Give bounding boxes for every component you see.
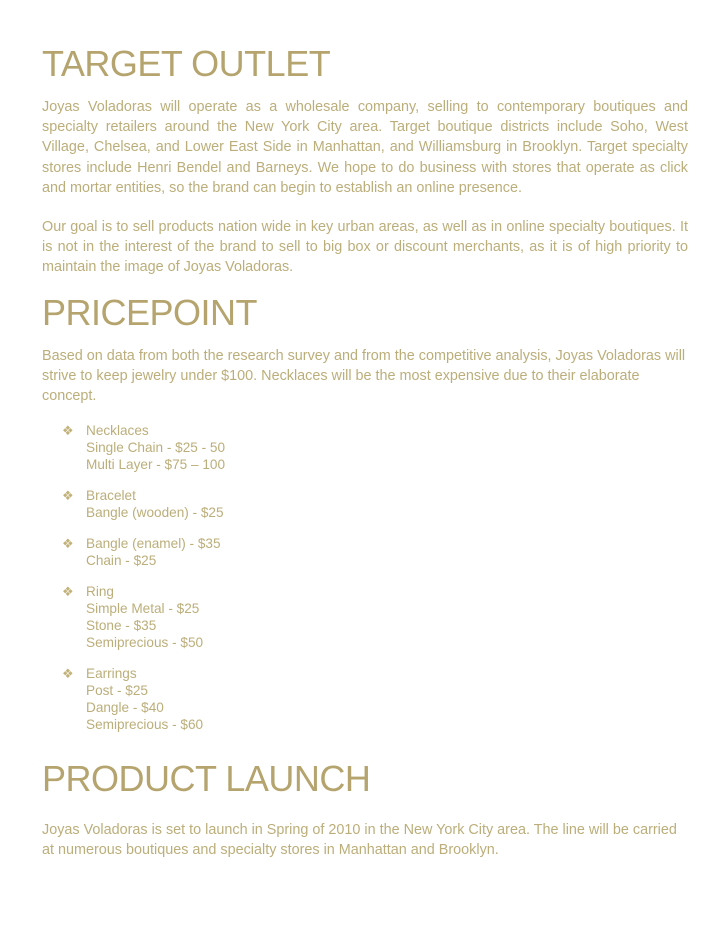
price-group-title-line [62,535,462,552]
diamond-bullet-icon: ❖ [62,423,74,438]
price-item: Semiprecious - $60 [86,717,204,732]
heading-product-launch: PRODUCT LAUNCH [42,758,371,799]
diamond-bullet-icon: ❖ [62,666,74,681]
price-group-ring [62,583,462,651]
price-group-title: Bangle (enamel) - $35 [86,536,221,551]
product-launch-paragraph: Joyas Voladoras is set to launch in Spring of 2010 in the New York City area. The line will be carried at numerous boutiques and specialty stores in Manhattan and Brooklyn. [42,822,677,859]
price-item: Simple Metal - $25 [86,601,200,616]
price-item: Single Chain - $25 - 50 [86,440,226,455]
price-group-title-line [62,583,462,600]
heading-target-outlet: TARGET OUTLET [42,43,331,84]
diamond-bullet-icon: ❖ [62,488,74,503]
diamond-bullet-icon: ❖ [62,536,74,551]
price-group-title: Necklaces [86,423,149,438]
diamond-bullet-icon: ❖ [62,584,74,599]
price-group-title: Earrings [86,666,137,681]
price-group-earrings [62,665,462,733]
target-outlet-paragraph-2: Our goal is to sell products nation wide in key urban areas, as well as in online specialty boutiques. It is not in the interest of the brand to sell to big box or discount merchants, as it is of high priority to maintain the image of Joyas Voladoras. [42,219,688,276]
price-group-title: Bracelet [86,488,136,503]
price-item: Dangle - $40 [86,700,164,715]
price-item: Post - $25 [86,683,148,698]
price-group-bangle-enamel [62,535,462,569]
price-group-necklaces [62,422,462,473]
heading-pricepoint: PRICEPOINT [42,292,258,333]
price-item: Chain - $25 [86,553,157,568]
price-item: Semiprecious - $50 [86,635,204,650]
price-list [62,422,462,747]
price-group-bracelet [62,487,462,521]
price-group-title-line [62,665,462,682]
price-item: Stone - $35 [86,618,157,633]
price-group-title: Ring [86,584,114,599]
price-item: Multi Layer - $75 – 100 [86,457,226,472]
price-item: Bangle (wooden) - $25 [86,505,224,520]
price-group-title-line [62,487,462,504]
target-outlet-paragraph-1: Joyas Voladoras will operate as a wholesale company, selling to contemporary boutiques and specialty retailers around the New York City area. Target boutique districts include Soho, West Village, Chelsea, and Lower East Side in Manhattan, and Williamsburg in Brooklyn. Target specialty stores include Henri Bendel and Barneys. We hope to do business with stores that operate as click and mortar entities, so the brand can begin to establish an online presence. [42,99,688,196]
price-group-title-line [62,422,462,439]
pricepoint-paragraph: Based on data from both the research survey and from the competitive analysis, Joyas Voladoras will strive to keep jewelry under $100. Necklaces will be the most expensive due to their elaborate concept. [42,348,686,405]
